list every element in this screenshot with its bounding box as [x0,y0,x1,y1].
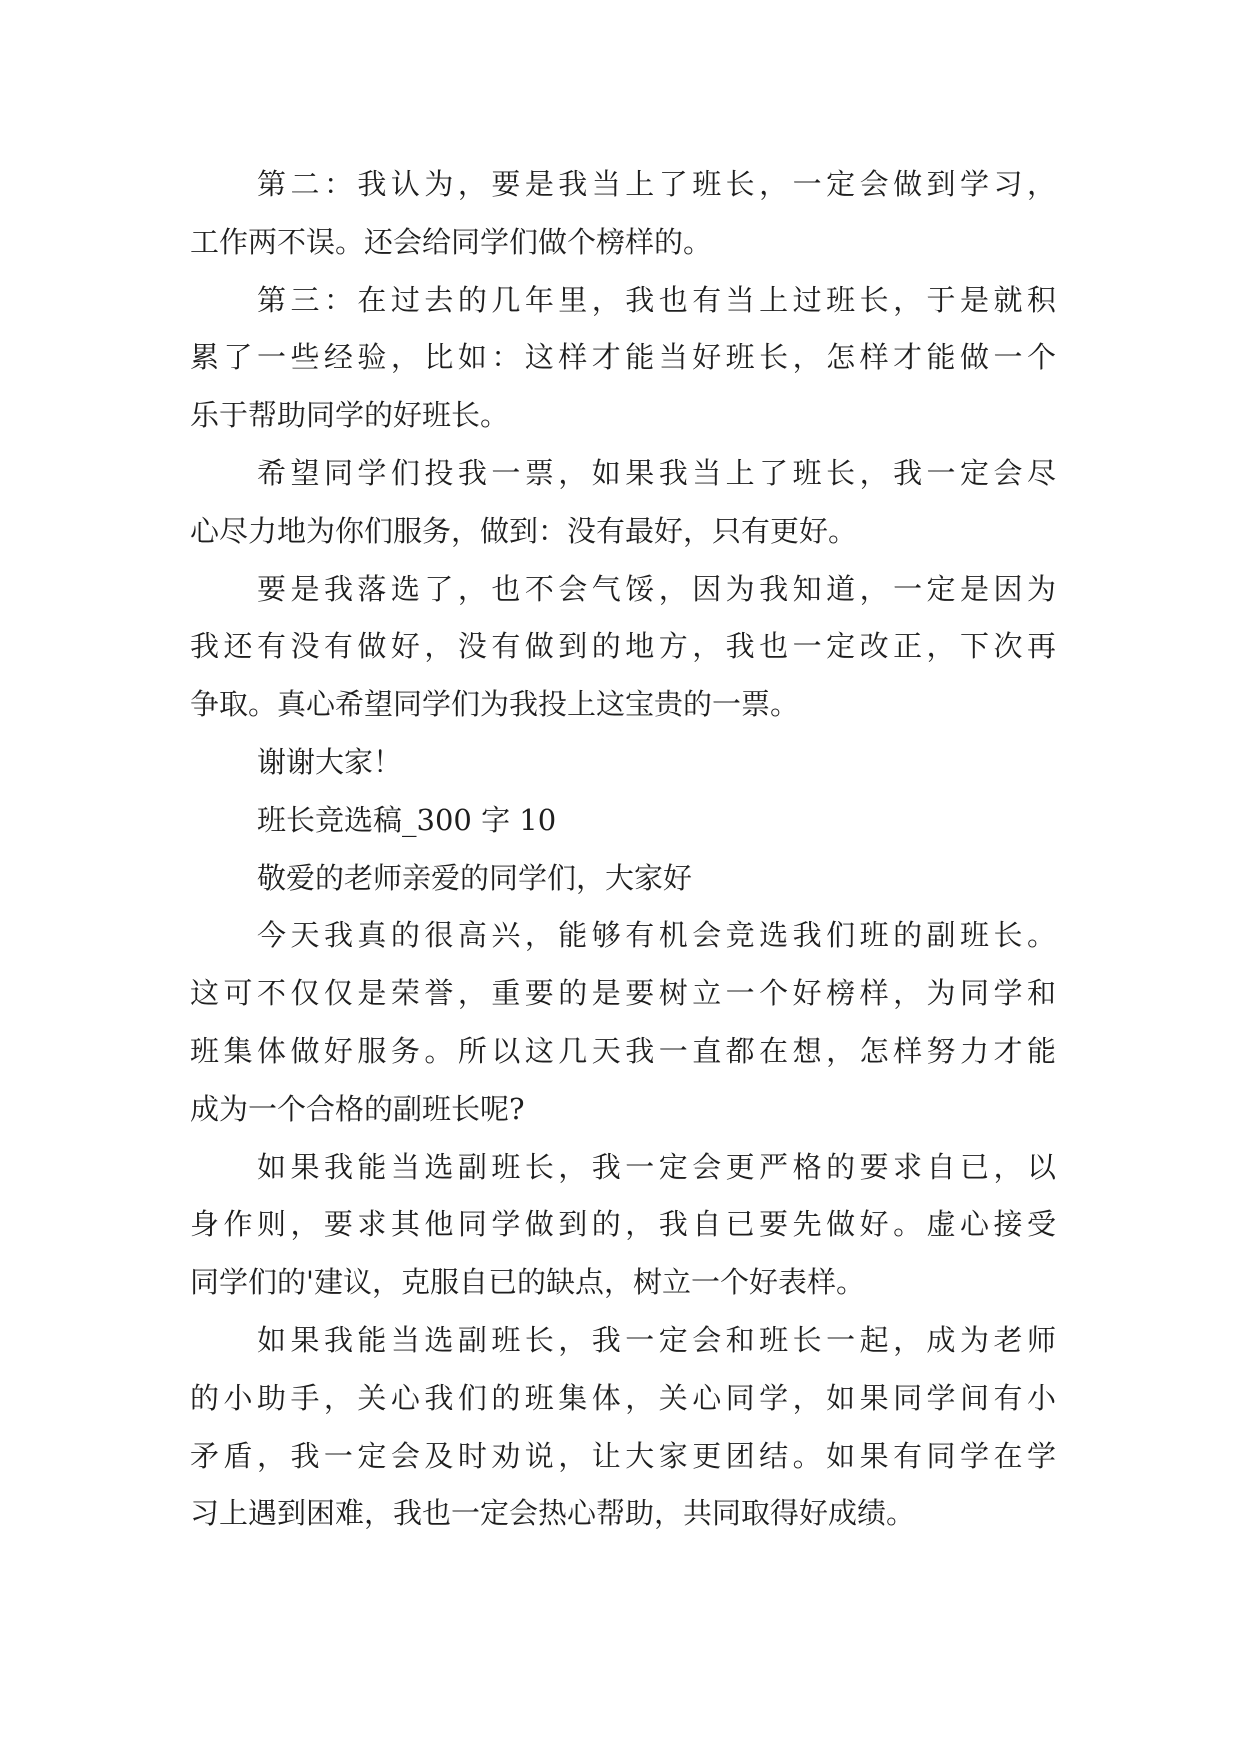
paragraph [190,561,1056,734]
text-line: 班集体做好服务。所以这几天我一直都在想，怎样努力才能 [190,1033,1056,1068]
text-line: 我还有没有做好，没有做到的地方，我也一定改正，下次再 [190,629,1056,664]
text-line: 累了一些经验，比如：这样才能当好班长，怎样才能做一个 [190,340,1056,375]
text-line: 希望同学们投我一票，如果我当上了班长，我一定会尽 [257,455,1056,490]
text-line: 要是我落选了，也不会气馁，因为我知道，一定是因为 [257,571,1056,606]
document-body [190,156,1056,1543]
text-line: 身作则，要求其他同学做到的，我自已要先做好。虚心接受 [190,1207,1056,1242]
text-line: 矛盾，我一定会及时劝说，让大家更团结。如果有同学在学 [190,1438,1056,1473]
text-line: 谢谢大家！ [257,744,403,779]
text-line: 成为一个合格的副班长呢? [190,1091,525,1126]
paragraph [190,272,1056,445]
paragraph [190,445,1056,561]
text-line: 工作两不误。还会给同学们做个榜样的。 [190,224,713,259]
text-line: 争取。真心希望同学们为我投上这宝贵的一票。 [190,687,800,722]
salutation [190,850,1056,908]
text-line: 如果我能当选副班长，我一定会更严格的要求自已，以 [257,1149,1056,1184]
text-line: 的小助手，关心我们的班集体，关心同学，如果同学间有小 [190,1380,1056,1415]
paragraph [190,734,1056,792]
text-line: 习上遇到困难，我也一定会热心帮助，共同取得好成绩。 [190,1496,916,1531]
paragraph [190,1312,1056,1543]
text-line: 心尽力地为你们服务，做到：没有最好，只有更好。 [190,513,858,548]
paragraph [190,1139,1056,1312]
text-line: 这可不仅仅是荣誉，重要的是要树立一个好榜样，为同学和 [190,976,1056,1011]
paragraph [190,156,1056,272]
text-line: 乐于帮助同学的好班长。 [190,398,510,433]
text-line: 同学们的'建议，克服自已的缺点，树立一个好表样。 [190,1265,865,1300]
text-line: 如果我能当选副班长，我一定会和班长一起，成为老师 [257,1322,1056,1357]
paragraph [190,907,1056,1138]
text-line: 第三：在过去的几年里，我也有当上过班长，于是就积 [257,282,1056,317]
text-line: 第二：我认为，要是我当上了班长，一定会做到学习， [257,167,1056,201]
text-line: 今天我真的很高兴，能够有机会竞选我们班的副班长。 [257,918,1056,953]
text-line: 班长竞选稿_300 字 10 [257,802,557,837]
text-line: 敬爱的老师亲爱的同学们，大家好 [257,860,693,895]
section-title [190,792,1056,850]
